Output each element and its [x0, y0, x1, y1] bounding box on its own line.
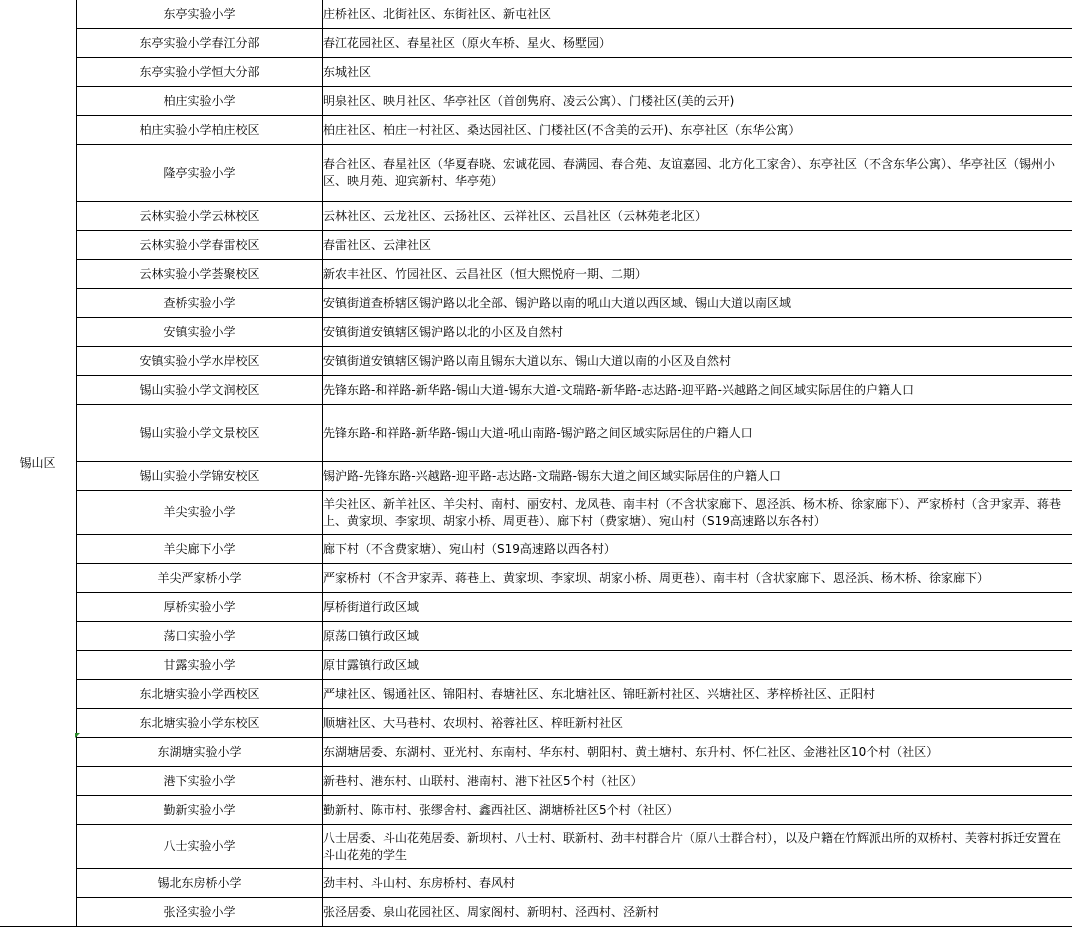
school-name-cell[interactable]: 羊尖廊下小学 — [77, 535, 323, 564]
enrollment-area-text: 庄桥社区、北街社区、东街社区、新屯社区 — [323, 6, 1067, 23]
table-row — [0, 593, 1072, 622]
school-name-cell[interactable]: 云林实验小学春雷校区 — [77, 231, 323, 260]
table-row — [0, 29, 1072, 58]
enrollment-area-text: 东湖塘居委、东湖村、亚光村、东南村、华东村、朝阳村、黄土塘村、东升村、怀仁社区、金港社区10个村（社区） — [323, 744, 1067, 761]
enrollment-area-text: 锡沪路-先锋东路-兴越路-迎平路-志达路-文瑞路-锡东大道之间区域实际居住的户籍人口 — [323, 468, 1067, 485]
table-row — [0, 405, 1072, 462]
school-name-cell[interactable]: 柏庄实验小学 — [77, 87, 323, 116]
school-name-cell[interactable]: 东亭实验小学恒大分部 — [77, 58, 323, 87]
enrollment-area-text: 原甘露镇行政区域 — [323, 657, 1067, 674]
school-name-cell[interactable]: 张泾实验小学 — [77, 898, 323, 927]
table-row — [0, 622, 1072, 651]
school-name-cell[interactable]: 锡山实验小学文景校区 — [77, 405, 323, 462]
school-name-cell[interactable]: 港下实验小学 — [77, 767, 323, 796]
school-name-cell[interactable]: 柏庄实验小学柏庄校区 — [77, 116, 323, 145]
enrollment-area-cell[interactable] — [323, 796, 1072, 825]
enrollment-area-cell[interactable] — [323, 405, 1072, 462]
table-row — [0, 564, 1072, 593]
table-row — [0, 651, 1072, 680]
table-row — [0, 347, 1072, 376]
enrollment-area-cell[interactable] — [323, 145, 1072, 202]
school-name-cell[interactable]: 锡北东房桥小学 — [77, 869, 323, 898]
school-name-cell[interactable]: 厚桥实验小学 — [77, 593, 323, 622]
enrollment-area-cell[interactable] — [323, 651, 1072, 680]
enrollment-area-cell[interactable] — [323, 462, 1072, 491]
enrollment-area-text: 春江花园社区、春星社区（原火车桥、星火、杨墅园） — [323, 35, 1067, 52]
enrollment-area-text: 劲丰村、斗山村、东房桥村、春风村 — [323, 875, 1067, 892]
enrollment-area-text: 新巷村、港东村、山联村、港南村、港下社区5个村（社区） — [323, 773, 1067, 790]
enrollment-area-cell[interactable] — [323, 29, 1072, 58]
enrollment-area-text: 先锋东路-和祥路-新华路-锡山大道-锡东大道-文瑞路-新华路-志达路-迎平路-兴越路之间区域实际居住的户籍人口 — [323, 382, 1067, 399]
school-name-cell[interactable]: 查桥实验小学 — [77, 289, 323, 318]
table-row — [0, 796, 1072, 825]
school-name-cell[interactable]: 荡口实验小学 — [77, 622, 323, 651]
enrollment-area-text: 厚桥街道行政区域 — [323, 599, 1067, 616]
school-name-cell[interactable]: 安镇实验小学 — [77, 318, 323, 347]
enrollment-area-cell[interactable] — [323, 202, 1072, 231]
table-row — [0, 318, 1072, 347]
enrollment-area-text: 安镇街道安镇辖区锡沪路以北的小区及自然村 — [323, 324, 1067, 341]
school-name-cell[interactable]: 东湖塘实验小学 — [77, 738, 323, 767]
enrollment-area-text: 春雷社区、云津社区 — [323, 237, 1067, 254]
enrollment-area-cell[interactable] — [323, 376, 1072, 405]
table-row — [0, 87, 1072, 116]
table-row — [0, 116, 1072, 145]
district-cell[interactable]: 锡山区 — [0, 0, 77, 927]
enrollment-area-cell[interactable] — [323, 738, 1072, 767]
school-name-cell[interactable]: 勤新实验小学 — [77, 796, 323, 825]
table-row — [0, 825, 1072, 869]
table-row — [0, 58, 1072, 87]
enrollment-area-cell[interactable] — [323, 87, 1072, 116]
cell-comment-indicator — [75, 733, 80, 738]
enrollment-area-cell[interactable] — [323, 491, 1072, 535]
table-row — [0, 462, 1072, 491]
table-row — [0, 898, 1072, 927]
enrollment-area-cell[interactable] — [323, 535, 1072, 564]
table-row — [0, 535, 1072, 564]
enrollment-area-text: 安镇街道安镇辖区锡沪路以南且锡东大道以东、锡山大道以南的小区及自然村 — [323, 353, 1067, 370]
table-row — [0, 767, 1072, 796]
school-name-cell[interactable]: 东北塘实验小学西校区 — [77, 680, 323, 709]
enrollment-area-text: 严埭社区、锡通社区、锦阳村、春塘社区、东北塘社区、锦旺新村社区、兴塘社区、茅梓桥社区、正阳村 — [323, 686, 1067, 703]
school-name-cell[interactable]: 东亭实验小学春江分部 — [77, 29, 323, 58]
enrollment-area-cell[interactable] — [323, 709, 1072, 738]
enrollment-area-cell[interactable] — [323, 116, 1072, 145]
school-name-cell[interactable]: 云林实验小学荟聚校区 — [77, 260, 323, 289]
enrollment-area-text: 廊下村（不含费家塘）、宛山村（S19高速路以西各村） — [323, 541, 1067, 558]
enrollment-area-text: 张泾居委、泉山花园社区、周家阁村、新明村、泾西村、泾新村 — [323, 904, 1067, 921]
school-name-cell[interactable]: 甘露实验小学 — [77, 651, 323, 680]
school-name-cell[interactable]: 羊尖严家桥小学 — [77, 564, 323, 593]
enrollment-area-cell[interactable] — [323, 289, 1072, 318]
enrollment-area-text: 柏庄社区、柏庄一村社区、桑达园社区、门楼社区(不含美的云开)、东亭社区（东华公寓） — [323, 122, 1067, 139]
school-name-cell[interactable]: 羊尖实验小学 — [77, 491, 323, 535]
enrollment-area-cell[interactable] — [323, 680, 1072, 709]
enrollment-area-text: 安镇街道查桥辖区锡沪路以北全部、锡沪路以南的吼山大道以西区域、锡山大道以南区域 — [323, 295, 1067, 312]
enrollment-area-text: 明泉社区、映月社区、华亭社区（首创隽府、凌云公寓）、门楼社区(美的云开) — [323, 93, 1067, 110]
table-row — [0, 680, 1072, 709]
enrollment-area-cell[interactable] — [323, 0, 1072, 29]
enrollment-area-cell[interactable] — [323, 318, 1072, 347]
enrollment-area-cell[interactable] — [323, 622, 1072, 651]
enrollment-area-text: 八士居委、斗山花苑居委、新坝村、八士村、联新村、劲丰村群合片（原八士群合村），以及户籍在竹辉派出所的双桥村、芙蓉村拆迁安置在斗山花苑的学生 — [323, 830, 1067, 864]
enrollment-area-cell[interactable] — [323, 58, 1072, 87]
enrollment-area-cell[interactable] — [323, 231, 1072, 260]
enrollment-area-cell[interactable] — [323, 564, 1072, 593]
table-row — [0, 145, 1072, 202]
enrollment-area-cell[interactable] — [323, 260, 1072, 289]
enrollment-area-text: 勤新村、陈市村、张缪舍村、鑫西社区、湖塘桥社区5个村（社区） — [323, 802, 1067, 819]
enrollment-area-text: 东城社区 — [323, 64, 1067, 81]
school-name-cell[interactable]: 东亭实验小学 — [77, 0, 323, 29]
table-row — [0, 231, 1072, 260]
table-row — [0, 738, 1072, 767]
school-name-cell[interactable]: 隆亭实验小学 — [77, 145, 323, 202]
school-name-cell[interactable]: 东北塘实验小学东校区 — [77, 709, 323, 738]
enrollment-area-text: 羊尖社区、新羊社区、羊尖村、南村、丽安村、龙凤巷、南丰村（不含状家廊下、恩泾浜、杨木桥、徐家廊下）、严家桥村（含尹家弄、蒋巷上、黄家坝、李家坝、胡家小桥、周更巷）、廊下村（费家塘）、宛山村（S19高速路以东各村） — [323, 496, 1067, 530]
enrollment-area-text: 春合社区、春星社区（华夏春晓、宏诚花园、春满园、春合苑、友谊嘉园、北方化工家舍）、东亭社区（不含东华公寓）、华亭社区（锡州小区、映月苑、迎宾新村、华亭苑） — [323, 156, 1067, 190]
table-row — [0, 709, 1072, 738]
school-name-cell[interactable]: 云林实验小学云林校区 — [77, 202, 323, 231]
enrollment-area-cell[interactable] — [323, 869, 1072, 898]
school-name-cell[interactable]: 安镇实验小学水岸校区 — [77, 347, 323, 376]
school-name-cell[interactable]: 锡山实验小学锦安校区 — [77, 462, 323, 491]
enrollment-area-text: 新农丰社区、竹园社区、云昌社区（恒大熙悦府一期、二期） — [323, 266, 1067, 283]
school-name-cell[interactable]: 锡山实验小学文润校区 — [77, 376, 323, 405]
table-row — [0, 202, 1072, 231]
school-name-cell[interactable]: 八士实验小学 — [77, 825, 323, 869]
table-row — [0, 491, 1072, 535]
enrollment-area-cell[interactable] — [323, 593, 1072, 622]
enrollment-area-text: 云林社区、云龙社区、云扬社区、云祥社区、云昌社区（云林苑老北区） — [323, 208, 1067, 225]
enrollment-area-cell[interactable] — [323, 825, 1072, 869]
table-row — [0, 260, 1072, 289]
enrollment-area-cell[interactable] — [323, 767, 1072, 796]
enrollment-area-text: 严家桥村（不含尹家弄、蒋巷上、黄家坝、李家坝、胡家小桥、周更巷）、南丰村（含状家廊下、恩泾浜、杨木桥、徐家廊下） — [323, 570, 1067, 587]
enrollment-area-cell[interactable] — [323, 898, 1072, 927]
enrollment-area-cell[interactable] — [323, 347, 1072, 376]
enrollment-area-text: 原荡口镇行政区域 — [323, 628, 1067, 645]
table-row — [0, 376, 1072, 405]
enrollment-area-text: 先锋东路-和祥路-新华路-锡山大道-吼山南路-锡沪路之间区域实际居住的户籍人口 — [323, 425, 1067, 442]
table-row — [0, 0, 1072, 29]
table-row — [0, 869, 1072, 898]
table-row — [0, 289, 1072, 318]
enrollment-area-text: 顺塘社区、大马巷村、农坝村、裕蓉社区、梓旺新村社区 — [323, 715, 1067, 732]
